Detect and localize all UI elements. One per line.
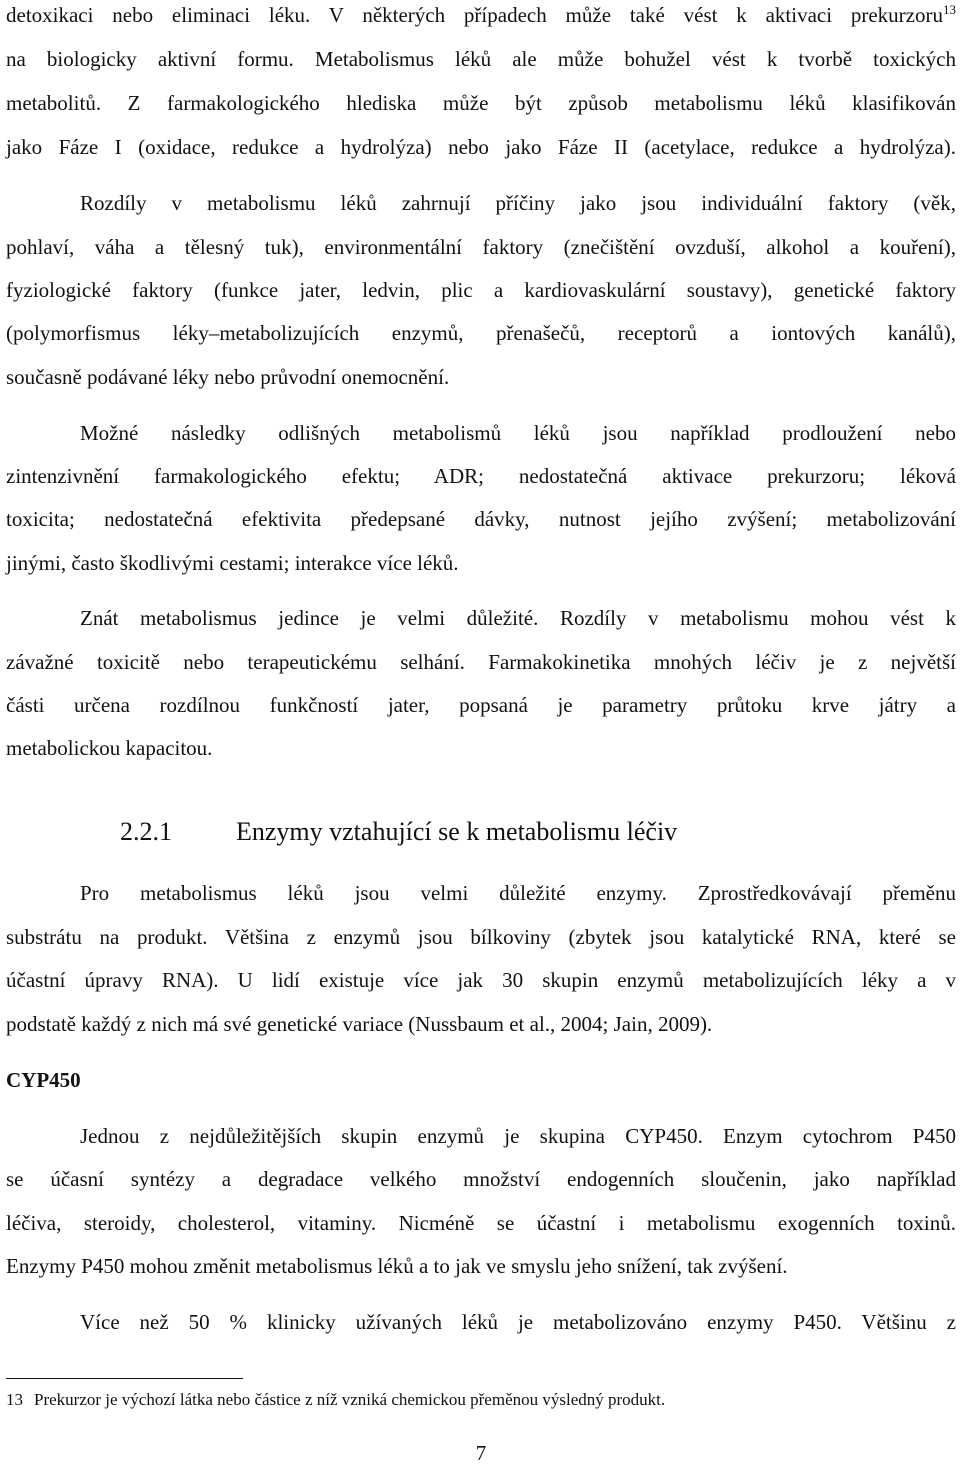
paragraph-line: Jednou z nejdůležitějších skupin enzymů je skupina CYP450. Enzym cytochrom P450 xyxy=(80,1124,956,1148)
paragraph-line: podstatě každý z nich má své genetické variace (Nussbaum et al., 2004; Jain, 2009). xyxy=(6,1012,713,1036)
footnote-reference: 13 xyxy=(943,2,956,17)
paragraph-line: jinými, často škodlivými cestami; interakce více léků. xyxy=(6,551,459,575)
paragraph-line: Znát metabolismus jedince je velmi důležité. Rozdíly v metabolismu mohou vést k xyxy=(80,606,956,630)
paragraph-line: pohlaví, váha a tělesný tuk), environmentální faktory (znečištění ovzduší, alkohol a kouření), xyxy=(6,235,956,259)
paragraph-line: metabolitů. Z farmakologického hlediska může být způsob metabolismu léků klasifikován xyxy=(6,91,956,115)
section-number: 2.2.1 xyxy=(120,817,172,846)
paragraph-line: současně podávané léky nebo průvodní onemocnění. xyxy=(6,365,450,389)
paragraph-line: fyziologické faktory (funkce jater, ledvin, plic a kardiovaskulární soustavy), genetické faktory xyxy=(6,278,956,302)
page-number: 7 xyxy=(475,1441,487,1465)
paragraph-line: se účasní syntézy a degradace velkého množství endogenních sloučenin, jako například xyxy=(6,1167,956,1191)
paragraph-line: závažné toxicitě nebo terapeutickému selhání. Farmakokinetika mnohých léčiv je z největší xyxy=(6,650,956,674)
paragraph-line: Enzymy P450 mohou změnit metabolismus léků a to jak ve smyslu jeho snížení, tak zvýšení. xyxy=(6,1254,788,1278)
paragraph-line: Možné následky odlišných metabolismů léků jsou například prodloužení nebo xyxy=(80,421,956,445)
section-heading xyxy=(120,816,677,848)
paragraph-line: jako Fáze I (oxidace, redukce a hydrolýza) nebo jako Fáze II (acetylace, redukce a hydrolýza). xyxy=(6,135,956,159)
paragraph-line: na biologicky aktivní formu. Metabolismus léků ale může bohužel vést k tvorbě toxických xyxy=(6,47,956,71)
footnote xyxy=(6,1389,665,1411)
paragraph-line: metabolickou kapacitou. xyxy=(6,736,213,760)
section-title: Enzymy vztahující se k metabolismu léčiv xyxy=(236,817,678,846)
paragraph-line: Pro metabolismus léků jsou velmi důležité enzymy. Zprostředkovávají přeměnu xyxy=(80,881,956,905)
paragraph-line: zintenzivnění farmakologického efektu; ADR; nedostatečná aktivace prekurzoru; léková xyxy=(6,464,956,488)
footnote-text: Prekurzor je výchozí látka nebo částice z níž vzniká chemickou přeměnou výsledný produkt. xyxy=(34,1390,666,1409)
paragraph-line: (polymorfismus léky–metabolizujících enzymů, přenašečů, receptorů a iontových kanálů), xyxy=(6,321,956,345)
text-span: detoxikaci nebo eliminaci léku. V některých případech může také vést k aktivaci prekurzoru xyxy=(6,3,943,27)
paragraph-line: substrátu na produkt. Většina z enzymů jsou bílkoviny (zbytek jsou katalytické RNA, které se xyxy=(6,925,956,949)
subheading: CYP450 xyxy=(6,1068,81,1092)
paragraph-line xyxy=(6,2,956,28)
footnote-separator xyxy=(6,1378,243,1379)
paragraph-line: Více než 50 % klinicky užívaných léků je metabolizováno enzymy P450. Většinu z xyxy=(80,1310,956,1334)
paragraph-line: léčiva, steroidy, cholesterol, vitaminy. Nicméně se účastní i metabolismu exogenních toxinů. xyxy=(6,1211,956,1235)
paragraph-line: části určena rozdílnou funkčností jater, popsaná je parametry průtoku krve játry a xyxy=(6,693,956,717)
paragraph-line: účastní úpravy RNA). U lidí existuje více jak 30 skupin enzymů metabolizujících léky a v xyxy=(6,968,956,992)
paragraph-line: toxicita; nedostatečná efektivita předepsané dávky, nutnost jejího zvýšení; metabolizování xyxy=(6,507,956,531)
paragraph-line: Rozdíly v metabolismu léků zahrnují příčiny jako jsou individuální faktory (věk, xyxy=(80,191,956,215)
footnote-number: 13 xyxy=(6,1390,23,1409)
